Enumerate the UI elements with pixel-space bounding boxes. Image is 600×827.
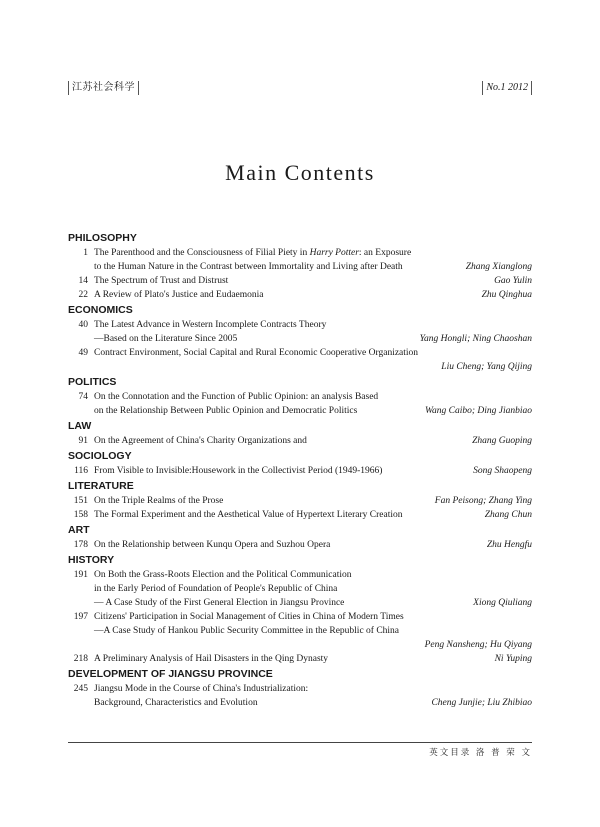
entry-title-line: On Both the Grass-Roots Election and the Political Communication xyxy=(94,570,352,580)
page-number: 91 xyxy=(78,436,88,446)
page-number: 191 xyxy=(73,570,88,580)
entry-author: Yang Hongli; Ning Chaoshan xyxy=(419,334,532,344)
entry-author: Zhang Guoping xyxy=(472,436,532,446)
entry-title-line: — A Case Study of the First General Election in Jiangsu Province xyxy=(94,598,345,608)
entry-title-line: in the Early Period of Foundation of People's Republic of China xyxy=(94,584,338,594)
entry-title-line: —Based on the Literature Since 2005 xyxy=(94,334,238,344)
toc-entry[interactable] xyxy=(68,494,532,508)
page-number: 245 xyxy=(73,684,88,694)
toc-entry[interactable] xyxy=(68,682,532,710)
entry-author: Zhang Xianglong xyxy=(465,262,532,272)
page-number: 40 xyxy=(78,320,88,330)
entry-title-line: The Latest Advance in Western Incomplete Contracts Theory xyxy=(94,320,327,330)
entry-title-line: On the Connotation and the Function of Public Opinion: an analysis Based xyxy=(94,392,379,402)
page-number: 14 xyxy=(78,276,88,286)
entry-title-line: On the Triple Realms of the Prose xyxy=(94,496,224,506)
entry-title-line: The Formal Experiment and the Aesthetical Value of Hypertext Literary Creation xyxy=(94,510,403,520)
toc-entry[interactable] xyxy=(68,390,532,418)
entry-title-line: Citizens' Participation in Social Management of Cities in China of Modern Times xyxy=(94,612,404,622)
page-number: 197 xyxy=(73,612,88,622)
page-number: 49 xyxy=(78,348,88,358)
entry-title-line: on the Relationship Between Public Opinion and Democratic Politics xyxy=(94,406,358,416)
page-number: 116 xyxy=(74,466,88,476)
page-number: 178 xyxy=(73,540,88,550)
entry-title-line: —A Case Study of Hankou Public Security Committee in the Republic of China xyxy=(94,626,400,636)
entry-title-line: The Spectrum of Trust and Distrust xyxy=(94,276,229,286)
section-heading: POLITICS xyxy=(68,376,117,388)
table-of-contents xyxy=(68,230,532,710)
page-number: 74 xyxy=(78,392,88,402)
toc-entry[interactable] xyxy=(68,538,532,552)
entry-title-line: A Review of Plato's Justice and Eudaemonia xyxy=(94,290,264,300)
page-number: 22 xyxy=(78,290,88,300)
section-heading: LITERATURE xyxy=(68,480,134,492)
entry-title-line: Jiangsu Mode in the Course of China's Industrialization: xyxy=(94,684,309,694)
page-title: Main Contents xyxy=(225,160,375,185)
toc-entry[interactable] xyxy=(68,288,532,302)
toc-entry[interactable] xyxy=(68,652,532,666)
page-number: 1 xyxy=(83,248,88,258)
italic-title: Harry Potter xyxy=(309,248,359,258)
page-number: 158 xyxy=(73,510,88,520)
entry-author: Ni Yuping xyxy=(494,654,532,664)
entry-title-line: On the Agreement of China's Charity Organizations and xyxy=(94,436,307,446)
toc-entry[interactable] xyxy=(68,610,532,652)
toc-entry[interactable] xyxy=(68,464,532,478)
footer-divider xyxy=(68,742,532,743)
entry-author: Zhu Hengfu xyxy=(486,540,532,550)
journal-name: 江苏社会科学 xyxy=(68,81,139,95)
toc-entry[interactable] xyxy=(68,246,532,274)
toc-entry[interactable] xyxy=(68,568,532,610)
section-heading: ECONOMICS xyxy=(68,304,133,316)
toc-entry[interactable] xyxy=(68,318,532,346)
entry-author: Fan Peisong; Zhang Ying xyxy=(434,496,532,506)
issue-number: No.1 2012 xyxy=(482,81,532,95)
section-heading: ART xyxy=(68,524,90,536)
toc-entry[interactable] xyxy=(68,508,532,522)
entry-author: Gao Yulin xyxy=(494,276,532,286)
section-heading: LAW xyxy=(68,420,92,432)
entry-author: Peng Nansheng; Hu Qiyang xyxy=(424,640,532,650)
entry-title-line: Background, Characteristics and Evolution xyxy=(94,698,258,708)
entry-author: Song Shaopeng xyxy=(473,466,532,476)
entry-title-line: From Visible to Invisible:Housework in the Collectivist Period (1949-1966) xyxy=(94,466,383,476)
section-heading: DEVELOPMENT OF JIANGSU PROVINCE xyxy=(68,668,273,680)
entry-title-line: On the Relationship between Kunqu Opera and Suzhou Opera xyxy=(94,540,331,550)
entry-title-line: to the Human Nature in the Contrast between Immortality and Living after Death xyxy=(94,262,403,272)
entry-title-line: A Preliminary Analysis of Hail Disasters in the Qing Dynasty xyxy=(94,654,329,664)
footer-label: 英文目录 洛 普 荣 文 xyxy=(429,748,532,758)
entry-author: Xiong Qiuliang xyxy=(473,598,532,608)
entry-author: Zhang Chun xyxy=(484,510,532,520)
entry-author: Wang Caibo; Ding Jianbiao xyxy=(424,406,532,416)
section-heading: HISTORY xyxy=(68,554,115,566)
entry-title-line: The Parenthood and the Consciousness of Filial Piety in Harry Potter: an Exposure xyxy=(94,248,412,258)
section-heading: PHILOSOPHY xyxy=(68,232,137,244)
toc-entry[interactable] xyxy=(68,346,532,374)
page-number: 218 xyxy=(73,654,88,664)
page-number: 151 xyxy=(73,496,88,506)
entry-author: Cheng Junjie; Liu Zhibiao xyxy=(431,698,532,708)
entry-author: Liu Cheng; Yang Qijing xyxy=(441,362,532,372)
entry-title-line: Contract Environment, Social Capital and Rural Economic Cooperative Organization xyxy=(94,348,419,358)
entry-author: Zhu Qinghua xyxy=(481,290,532,300)
toc-entry[interactable] xyxy=(68,434,532,448)
toc-entry[interactable] xyxy=(68,274,532,288)
section-heading: SOCIOLOGY xyxy=(68,450,132,462)
